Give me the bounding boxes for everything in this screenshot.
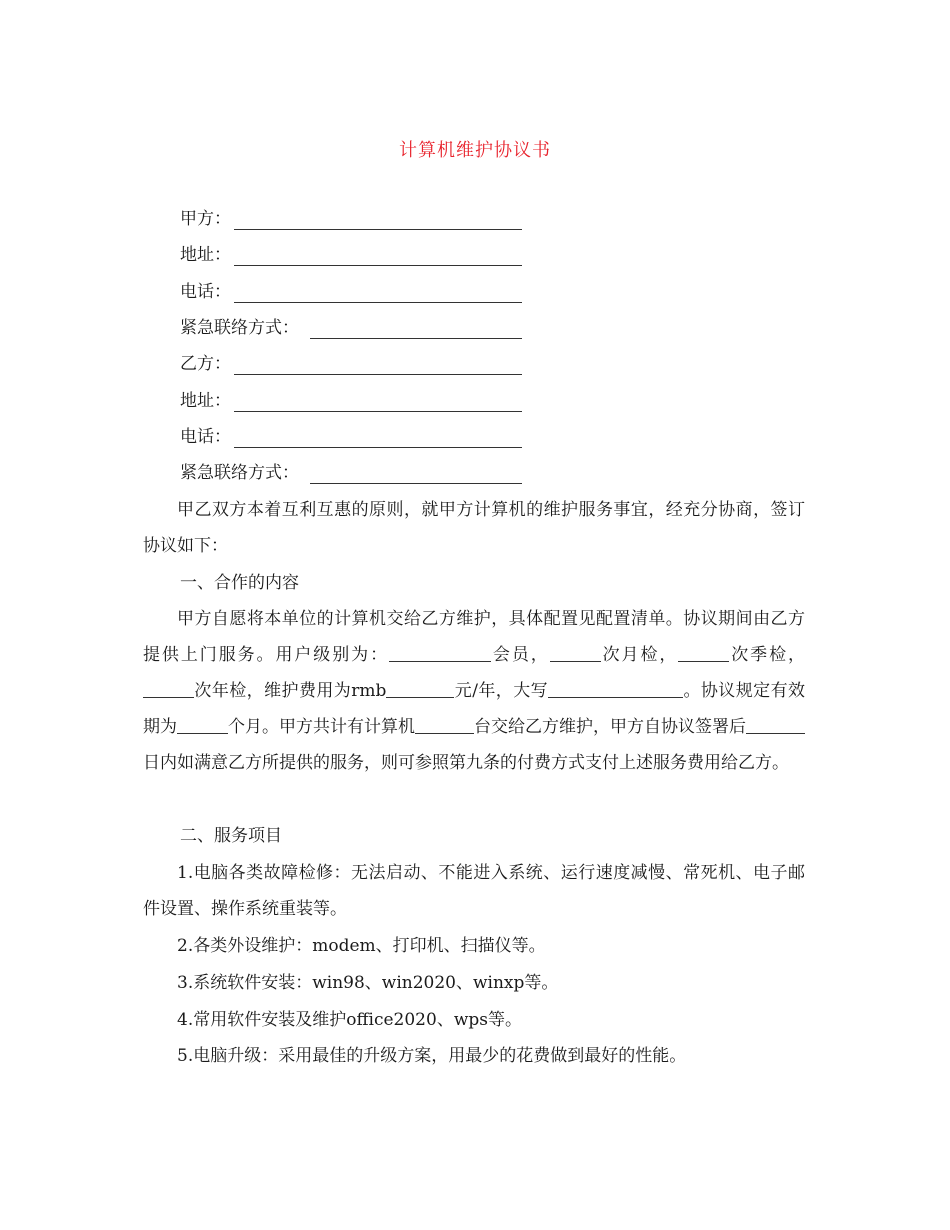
document-title: 计算机维护协议书 [399, 140, 551, 161]
service-item-4: 4.常用软件安装及维护office2020、wps等。 [177, 1010, 522, 1030]
party-a-address-blank [234, 244, 522, 266]
service-item-3: 3.系统软件安装：win98、win2020、winxp等。 [177, 973, 559, 993]
computer-count-blank [415, 715, 474, 734]
validity-months-blank [177, 715, 228, 734]
section1-text-8: 个月。甲方共计有计算机 [228, 717, 415, 737]
party-b-address-label: 地址： [180, 391, 231, 411]
party-b-blank [234, 353, 522, 375]
party-a-field [180, 208, 231, 230]
section1-text-4: 次季检， [729, 645, 806, 665]
section1-text-9: 台交给乙方维护，甲方自协议签署后 [474, 717, 746, 737]
party-a-emergency-field [180, 317, 299, 339]
party-b-emergency-blank [310, 462, 522, 484]
party-a-address-label: 地址： [180, 245, 231, 265]
seasonal-check-blank [678, 643, 729, 662]
service-item-2: 2.各类外设维护：modem、打印机、扫描仪等。 [177, 936, 546, 956]
party-a-blank [234, 208, 522, 230]
yearly-check-blank [143, 679, 194, 698]
section1-text-3: 次月检， [600, 645, 679, 665]
section1-text-6: 元/年，大写 [454, 681, 549, 701]
section1-heading: 一、合作的内容 [180, 573, 299, 593]
section1-text-10: 日内如满意乙方所提供的服务，则可参照第九条的付费方式支付上述服务费用给乙方。 [143, 753, 789, 773]
intro-paragraph: 甲乙双方本着互利互惠的原则，就甲方计算机的维护服务事宜，经充分协商，签订协议如下： [143, 500, 805, 556]
party-b-emergency-field [180, 462, 299, 484]
fee-blank [386, 679, 454, 698]
section1-text-5: 次年检，维护费用为rmb [194, 681, 387, 701]
party-b-field [180, 353, 231, 375]
party-b-address-field [180, 390, 231, 412]
party-b-emergency-label: 紧急联络方式： [180, 463, 299, 483]
service-item-5: 5.电脑升级：采用最佳的升级方案，用最少的花费做到最好的性能。 [177, 1046, 687, 1066]
party-b-phone-blank [234, 426, 522, 448]
party-a-phone-label: 电话： [180, 282, 231, 302]
party-a-emergency-blank [310, 317, 522, 339]
party-a-phone-blank [234, 281, 522, 303]
monthly-check-blank [550, 643, 601, 662]
days-blank [746, 715, 805, 734]
party-b-label: 乙方： [180, 354, 231, 374]
section2-heading: 二、服务项目 [180, 826, 282, 846]
service-item-1: 1.电脑各类故障检修：无法启动、不能进入系统、运行速度减慢、常死机、电子邮件设置、操作系统重装等。 [143, 863, 805, 919]
member-level-blank [389, 643, 491, 662]
party-b-phone-field [180, 426, 231, 448]
section1-text-2: 会员， [491, 645, 550, 665]
party-b-phone-label: 电话： [180, 427, 231, 447]
party-a-emergency-label: 紧急联络方式： [180, 318, 299, 338]
section1-paragraph [143, 601, 805, 781]
party-b-address-blank [234, 390, 522, 412]
fee-capital-blank [548, 679, 683, 698]
party-a-label: 甲方： [180, 209, 231, 229]
party-a-address-field [180, 244, 231, 266]
party-a-phone-field [180, 281, 231, 303]
section1-text-1: 甲方自愿将本单位的计算机交给乙方维护，具体配置见配置清单。协议期间由乙方提供上门服务。用户级别为： [143, 609, 805, 665]
section1-text-7: 。协议规定有效期为 [143, 681, 805, 737]
